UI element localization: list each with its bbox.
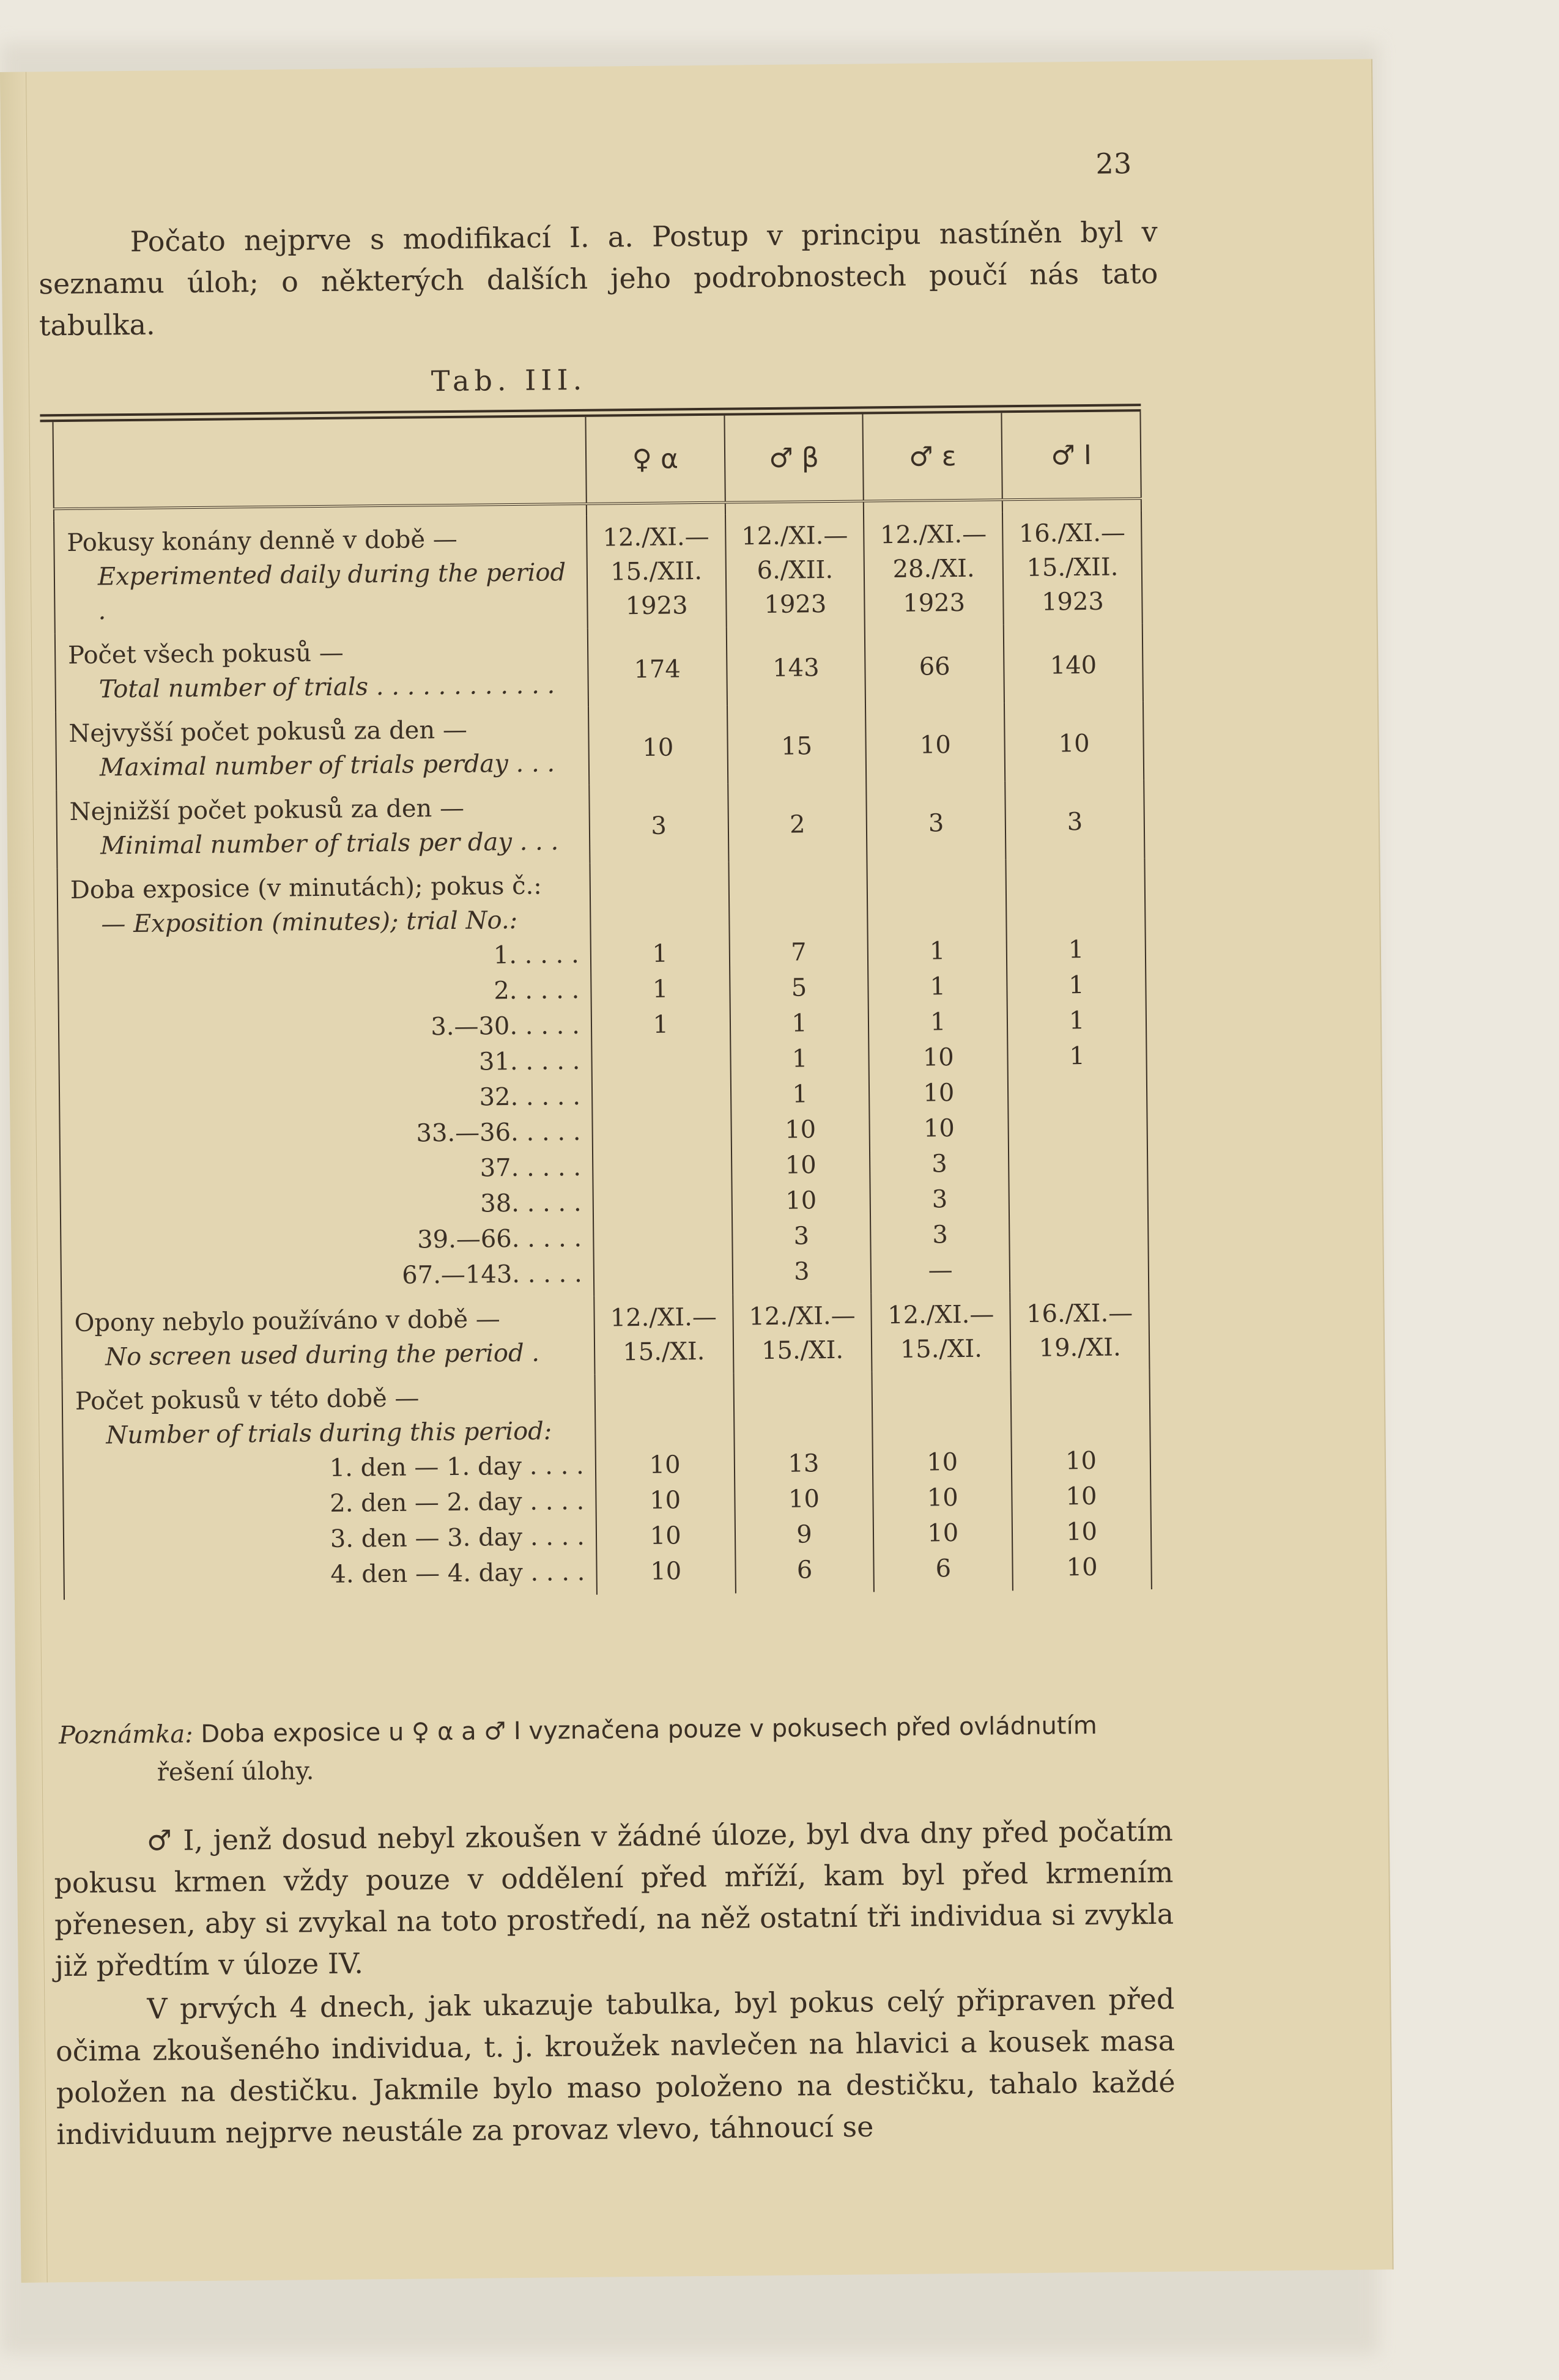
- cell-value: 10: [865, 703, 1005, 782]
- paragraph-text: ♂ I, jenž dosud nebyl zkoušen v žádné úloze, byl dva dny před počatím pokusu krmen vždy pouze v oddělení před mříží, kam byl před krmením přenesen, aby si zvykal na toto prostředí, na něž ostatní tři individua si zvykla již předtím v úloze IV.: [54, 1814, 1174, 1983]
- exposition-value: 1: [791, 1044, 808, 1073]
- note-text: Doba exposice u ♀ α a ♂ I vyznačena pouze v pokusech před ovládnutím: [201, 1711, 1097, 1748]
- day-label: 3. den — 3. day . . . .: [330, 1522, 585, 1553]
- cell-value: 140: [1004, 623, 1143, 703]
- row-label-no-screen: [61, 1296, 594, 1380]
- day-label: 4. den — 4. day . . . .: [330, 1558, 585, 1589]
- trials-per-day-value: 9: [796, 1520, 812, 1549]
- label-en: Minimal number of trials per day . . .: [100, 827, 559, 860]
- exposition-value: 1: [653, 1010, 669, 1039]
- trial-number: 37. . . . .: [480, 1153, 582, 1183]
- cell-value: 12./XI.— 15./XI.: [594, 1295, 733, 1375]
- exposition-value: 10: [785, 1151, 817, 1180]
- trials-per-day-value: 10: [926, 1448, 958, 1477]
- row-label-period: [54, 516, 588, 634]
- exposition-value: 3: [931, 1185, 948, 1214]
- exposition-value: [593, 1077, 730, 1114]
- exposition-value: 5: [791, 974, 807, 1002]
- trials-per-day-value: 10: [788, 1485, 820, 1513]
- cell-value: 12./XI.— 15./XI.: [872, 1292, 1011, 1372]
- exposition-value: 3: [931, 1150, 947, 1178]
- exposition-value: [1010, 1215, 1147, 1252]
- column-header-male-beta: ♂ β: [724, 414, 864, 502]
- exposition-value: 1: [929, 937, 946, 966]
- cell-value: 66: [865, 624, 1004, 704]
- trial-number-list: [71, 937, 582, 1296]
- exposition-value: 1: [930, 972, 946, 1001]
- trials-per-day-value: 6: [796, 1556, 813, 1584]
- column-header-male-epsilon: ♂ ε: [863, 413, 1002, 501]
- exposition-value: 1: [1068, 1007, 1085, 1035]
- exposition-value: [1009, 1144, 1147, 1181]
- trials-per-day-value: 13: [788, 1449, 820, 1478]
- label-cz: Pokusy konány denně v době —: [67, 525, 457, 557]
- page-number: 23: [1095, 147, 1132, 180]
- exposition-value: 10: [784, 1115, 817, 1144]
- exposition-value: 1: [1068, 971, 1084, 1000]
- exposition-column: [1006, 858, 1149, 1292]
- cell-value: 174: [588, 627, 727, 707]
- label-en: Maximal number of trials perday . . .: [99, 749, 555, 782]
- exposition-value: 10: [785, 1186, 817, 1215]
- exposition-column: [867, 859, 1010, 1293]
- exposition-value: [593, 1184, 731, 1221]
- exposition-value: 1: [791, 1009, 807, 1038]
- cell-value: 3: [1005, 780, 1144, 859]
- trials-per-day-value: 10: [927, 1484, 958, 1512]
- period-column: [872, 1370, 1013, 1592]
- body-paragraph-3: [55, 1978, 1176, 2156]
- day-label: 2. den — 2. day . . . .: [330, 1487, 585, 1518]
- cell-value: 12./XI.— 28./XI. 1923: [864, 512, 1004, 626]
- table-row: [55, 623, 1143, 712]
- intro-paragraph-text: Počato nejprve s modifikací I. a. Postup v principu nastíněn byl v seznamu úloh; o některých dalších jeho podrobnostech poučí nás tato tabulka.: [39, 215, 1158, 342]
- trials-per-day-value: 10: [650, 1486, 681, 1515]
- body-paragraph-2: [53, 1810, 1174, 1987]
- label-en: No screen used during the period .: [105, 1339, 540, 1372]
- trials-per-day-value: 10: [650, 1521, 681, 1550]
- row-label-min-trials: [56, 785, 590, 868]
- period-column: [733, 1372, 874, 1593]
- trial-number: 33.—36. . . . .: [416, 1117, 581, 1148]
- exposition-value: [594, 1219, 731, 1256]
- row-label-trials-period: [62, 1375, 597, 1600]
- exposition-value: 1: [652, 939, 668, 968]
- table-row: [56, 701, 1144, 790]
- trials-per-day-value: 10: [1065, 1482, 1097, 1511]
- exposition-value: 1: [652, 975, 668, 1003]
- trials-per-day-value: 10: [1066, 1553, 1098, 1582]
- exposition-value: [594, 1255, 731, 1292]
- trial-number: 1. . . . .: [493, 940, 579, 970]
- exposition-value: [1010, 1251, 1148, 1287]
- trial-number: 32. . . . .: [479, 1082, 581, 1112]
- cell-value: 10: [1004, 701, 1144, 781]
- day-list: [76, 1448, 585, 1595]
- exposition-value: 3: [932, 1221, 949, 1249]
- exposition-column: [728, 860, 872, 1295]
- cell-value: 2: [728, 782, 867, 862]
- column-header-male-I: ♂ I: [1002, 412, 1141, 500]
- trial-number: 38. . . . .: [480, 1188, 582, 1218]
- trial-number: 39.—66. . . . .: [417, 1224, 582, 1254]
- trials-per-day-value: 10: [1065, 1446, 1097, 1476]
- row-label-exposition: [57, 863, 594, 1301]
- trials-per-day-value: 10: [650, 1557, 682, 1586]
- header-empty: [53, 417, 586, 509]
- cell-value: 12./XI.— 15./XII. 1923: [587, 515, 727, 629]
- label-cz: Opony nebylo používáno v době —: [74, 1305, 500, 1337]
- exposition-value: 7: [790, 938, 807, 967]
- intro-paragraph: [38, 211, 1158, 347]
- exposition-value: 1: [792, 1080, 809, 1109]
- note-label: Poznámka:: [58, 1720, 193, 1750]
- day-label: 1. den — 1. day . . . .: [329, 1451, 584, 1482]
- cell-value: 143: [726, 626, 865, 705]
- row-label-max-trials: [56, 707, 589, 790]
- label-en: — Exposition (minutes); trial No.:: [101, 906, 518, 939]
- trials-per-day-value: 10: [649, 1451, 681, 1479]
- row-label-total-trials: [55, 629, 588, 712]
- cell-value: 3: [589, 784, 728, 863]
- label-cz: Nejvyšší počet pokusů za den —: [69, 715, 468, 748]
- exposition-value: [593, 1113, 730, 1150]
- cell-value: 3: [867, 781, 1006, 860]
- period-column: [1011, 1369, 1152, 1591]
- table-row-trials-period: [62, 1369, 1152, 1600]
- note-continuation: řešení úlohy.: [157, 1757, 314, 1787]
- exposition-value: [592, 1042, 730, 1079]
- label-cz: Počet pokusů v této době —: [75, 1384, 420, 1416]
- trials-per-day-value: 10: [1065, 1517, 1098, 1547]
- exposition-value: 10: [923, 1079, 955, 1107]
- cell-value: 12./XI.— 6./XII. 1923: [725, 513, 865, 627]
- table-header-row: [53, 412, 1141, 509]
- table-row-exposition: [57, 858, 1149, 1301]
- table-row: [56, 780, 1144, 868]
- trial-number: 31. . . . .: [478, 1046, 580, 1076]
- label-en: Experimented daily during the period .: [97, 558, 566, 626]
- cell-value: 10: [588, 706, 728, 785]
- trial-number: 3.—30. . . . .: [431, 1011, 580, 1041]
- cell-value: 16./XI.— 19./XI.: [1010, 1291, 1149, 1370]
- exposition-value: 10: [922, 1043, 954, 1072]
- table-note: [59, 1706, 1185, 1793]
- cell-value: 15: [727, 704, 867, 783]
- exposition-value: 3: [793, 1222, 810, 1251]
- cell-value: 12./XI.— 15./XI.: [733, 1293, 872, 1373]
- label-cz: Počet všech pokusů —: [67, 638, 344, 670]
- trial-number: 2. . . . .: [494, 975, 580, 1005]
- exposition-value: 1: [1068, 936, 1084, 964]
- exposition-value: —: [928, 1256, 953, 1285]
- exposition-value: 1: [1069, 1042, 1086, 1071]
- table-row: [61, 1291, 1149, 1380]
- exposition-value: 10: [923, 1114, 955, 1143]
- data-table: [52, 412, 1152, 1600]
- trials-per-day-value: 6: [935, 1554, 952, 1583]
- exposition-value: 3: [793, 1257, 810, 1286]
- exposition-value: [593, 1148, 731, 1185]
- label-cz: Doba exposice (v minutách); pokus č.:: [70, 871, 542, 904]
- label-en: Total number of trials . . . . . . . . . . . .: [98, 671, 555, 704]
- exposition-value: [1009, 1073, 1146, 1110]
- trial-number: 67.—143. . . . .: [402, 1259, 582, 1290]
- period-column: [594, 1373, 735, 1595]
- exposition-value: 1: [930, 1008, 946, 1037]
- scanned-page: [0, 59, 1394, 2282]
- label-en: Number of trials during this period:: [106, 1417, 552, 1450]
- exposition-column: [590, 862, 733, 1296]
- trials-per-day-value: 10: [927, 1519, 959, 1548]
- paragraph-text: V prvých 4 dnech, jak ukazuje tabulka, byl pokus celý připraven před očima zkoušeného individua, t. j. kroužek navlečen na hlavici a kousek masa položen na destičku. Jakmile bylo maso položeno na destičku, tahalo každé individuum nejprve neustále za provaz vlevo, táhnoucí se: [55, 1982, 1176, 2151]
- column-header-female-alpha: ♀ α: [585, 416, 725, 504]
- table-3: [40, 404, 1152, 1600]
- table-row: [54, 511, 1142, 634]
- exposition-value: [1010, 1180, 1147, 1216]
- cell-value: 16./XI.— 15./XII. 1923: [1002, 511, 1142, 624]
- table-caption: Tab. III.: [431, 363, 587, 398]
- label-cz: Nejnižší počet pokusů za den —: [69, 794, 465, 826]
- exposition-value: [1009, 1109, 1147, 1145]
